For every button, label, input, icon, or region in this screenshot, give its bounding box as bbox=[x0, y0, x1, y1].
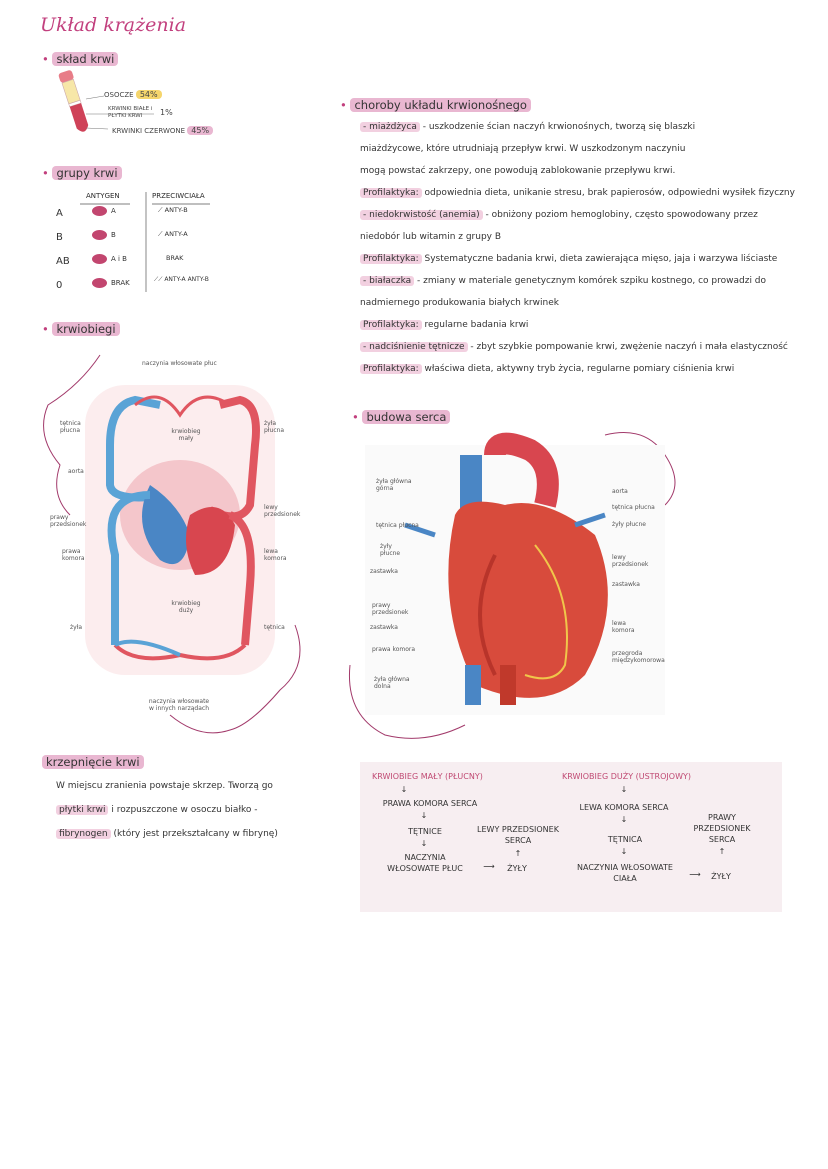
flow-duzy-1: LEWA KOMORA SERCA bbox=[579, 803, 669, 812]
krwiobieg-duzy-label: krwiobieg duży bbox=[171, 600, 201, 614]
heart-label-lewa-komora: lewa komora bbox=[612, 620, 635, 634]
flow-duzy-2: TĘTNICA bbox=[607, 835, 643, 844]
flow-duzy-4: ŻYŁY bbox=[711, 872, 731, 881]
krwinki-biale-value: 1% bbox=[160, 108, 173, 117]
heart-label-tetnica-plucna-r: tętnica płucna bbox=[612, 504, 655, 511]
flow-maly-5b: SERCA bbox=[504, 836, 532, 845]
heart-label-zastawka-1: zastawka bbox=[370, 568, 398, 575]
budowa-heading: • budowa serca bbox=[352, 410, 450, 424]
heart-label-przegroda: przegroda międzykomorowa bbox=[612, 650, 665, 664]
flow-maly-5a: LEWY PRZEDSIONEK bbox=[477, 825, 559, 834]
choroby-list: - miażdżyca - uszkodzenie ścian naczyń krwionośnych, tworzą się blaszki miażdżycowe, które utrudniają przepływ krwi. W uszkodzonym naczyniu mogą powstać zakrzepy, one powodują zablokowanie przepływu krwi. Profilaktyka: odpowiednia dieta, unikanie stresu, brak papierosów, odpowiedni wysiłek fizyczny - niedokrwistość (anemia) - obniżony poziom hemoglobiny, często spowodowany przez niedobór lub witamin z grupy B Profilaktyka: Systematyczne badania krwi, dieta zawierająca mięso, jaja i warzywa liściaste - białaczka - zmiany w materiale genetycznym komórek szpiku kostnego, co prowadzi do nadmiernego produkowania białych krwinek Profilaktyka: regularne badania krwi - nadciśnienie tętnicze - zbyt szybkie pompowanie krwi, zwężenie naczyń i mała elastyczność Profilaktyka: właściwa dieta, aktywny tryb życia, regularne pomiary ciśnienia krwi bbox=[360, 116, 800, 380]
col-przeciwciala: PRZECIWCIAŁA bbox=[152, 192, 205, 200]
lewy-przedsionek-label: lewy przedsionek bbox=[264, 504, 301, 518]
antigen-icon bbox=[92, 206, 107, 216]
circulation-diagram bbox=[40, 345, 310, 740]
flow-maly-3a: NACZYNIA bbox=[404, 853, 446, 862]
aorta-label: aorta bbox=[68, 468, 84, 475]
antigen-icon bbox=[92, 278, 107, 288]
heart-label-aorta: aorta bbox=[612, 488, 628, 495]
tube-leader-lines bbox=[86, 96, 166, 136]
page-title: Układ krążenia bbox=[40, 14, 187, 36]
arrow-down-icon: ↓ bbox=[420, 839, 428, 848]
osocze-label: OSOCZE bbox=[104, 91, 134, 99]
choroba-anemia: - niedokrwistość (anemia) - obniżony poziom hemoglobiny, często spowodowany przez bbox=[360, 204, 800, 226]
heart-label-zastawka-2: zastawka bbox=[370, 624, 398, 631]
flow-duzy-3b: CIAŁA bbox=[613, 874, 637, 883]
arrow-down-icon: ↓ bbox=[620, 847, 628, 856]
antigen-icon bbox=[92, 230, 107, 240]
flow-duzy-heading: KRWIOBIEG DUŻY (USTROJOWY) bbox=[562, 772, 691, 781]
krwiobiegi-flow-box bbox=[360, 762, 782, 912]
heart-label-prawa-komora: prawa komora bbox=[372, 646, 416, 653]
choroby-heading: • choroby układu krwionośnego bbox=[340, 98, 531, 112]
heart-label-lewy-przedsionek: lewy przedsionek bbox=[612, 554, 649, 568]
arrow-down-icon: ↓ bbox=[620, 815, 628, 824]
heart-label-tetnica-plucna-l: tętnica płucna bbox=[376, 522, 419, 529]
tetnica-plucna-label: tętnica płucna bbox=[60, 420, 81, 434]
flow-maly-1: PRAWA KOMORA SERCA bbox=[382, 799, 478, 808]
arrow-up-icon: ↑ bbox=[514, 849, 522, 858]
flow-maly-heading: KRWIOBIEG MAŁY (PŁUCNY) bbox=[372, 772, 483, 781]
naczynia-pluc-label: naczynia włosowate płuc bbox=[142, 360, 217, 367]
grupy-heading: • grupy krwi bbox=[42, 166, 122, 180]
antigen-icon bbox=[92, 254, 107, 264]
prawa-komora-label: prawa komora bbox=[62, 548, 85, 562]
arrow-down-icon: ↓ bbox=[400, 785, 408, 794]
krwinki-czerwone-label: KRWINKI CZERWONE bbox=[112, 127, 186, 135]
heart-label-zyly-plucne-l: żyły płucne bbox=[380, 543, 401, 557]
plytki-label: PŁYTKI KRWI bbox=[108, 113, 143, 119]
heart-label-zyla-glowna-gorna: żyła główna górna bbox=[376, 478, 412, 492]
arrow-down-icon: ↓ bbox=[420, 811, 428, 820]
prawy-przedsionek-label: prawy przedsionek bbox=[50, 514, 87, 528]
arrow-right-icon: ⟶ bbox=[483, 862, 495, 871]
heart-label-zastawka-r: zastawka bbox=[612, 581, 640, 588]
tetnica-label: tętnica bbox=[264, 624, 285, 631]
krwinki-czerwone-value: 45% bbox=[187, 126, 213, 135]
flow-maly-2: TĘTNICE bbox=[408, 827, 442, 836]
flow-duzy-3a: NACZYNIA WŁOSOWATE bbox=[577, 863, 673, 872]
heart-label-zyly-plucne-r: żyły płucne bbox=[612, 521, 646, 528]
choroba-miazdzyca: - miażdżyca - uszkodzenie ścian naczyń krwionośnych, tworzą się blaszki bbox=[360, 116, 800, 138]
flow-duzy-5c: SERCA bbox=[708, 835, 736, 844]
heart-label-zyla-glowna-dolna: żyła główna dolna bbox=[374, 676, 410, 690]
choroba-nadcisnienie: - nadciśnienie tętnicze - zbyt szybkie pompowanie krwi, zwężenie naczyń i mała elastyczność bbox=[360, 336, 800, 358]
zyla-label: żyła bbox=[70, 624, 83, 631]
krzepniecie-heading: krzepnięcie krwi bbox=[42, 755, 144, 769]
arrow-right-icon: ⟶ bbox=[689, 870, 701, 879]
heart-label-prawy-przedsionek: prawy przedsionek bbox=[372, 602, 409, 616]
arrow-up-icon: ↑ bbox=[718, 847, 726, 856]
krzepniecie-text: W miejscu zranienia powstaje skrzep. Tworzą go płytki krwi i rozpuszczone w osoczu białko - fibrynogen (który jest przekształcany w fibrynę) bbox=[56, 781, 278, 839]
choroba-bialaczka: - białaczka - zmiany w materiale genetycznym komórek szpiku kostnego, co prowadzi do bbox=[360, 270, 800, 292]
col-antygen: ANTYGEN bbox=[86, 192, 120, 200]
krwinki-biale-label: KRWINKI BIAŁE i bbox=[108, 106, 153, 112]
osocze-value: 54% bbox=[136, 90, 162, 99]
lewa-komora-label: lewa komora bbox=[264, 548, 287, 562]
sklad-heading: • skład krwi bbox=[42, 52, 118, 66]
flow-duzy-5b: PRZEDSIONEK bbox=[693, 824, 751, 833]
flow-duzy-5a: PRAWY bbox=[708, 813, 736, 822]
arrow-down-icon: ↓ bbox=[620, 785, 628, 794]
naczynia-narzadow-label: naczynia włosowate w innych narządach bbox=[148, 698, 210, 712]
test-tube-icon bbox=[66, 70, 86, 144]
zyla-plucna-label: żyła płucna bbox=[264, 420, 285, 434]
krwiobieg-maly-label: krwiobieg mały bbox=[171, 428, 201, 442]
krwiobiegi-heading: • krwiobiegi bbox=[42, 322, 120, 336]
flow-maly-3b: WŁOSOWATE PŁUC bbox=[387, 864, 463, 873]
flow-maly-4: ŻYŁY bbox=[507, 864, 527, 873]
